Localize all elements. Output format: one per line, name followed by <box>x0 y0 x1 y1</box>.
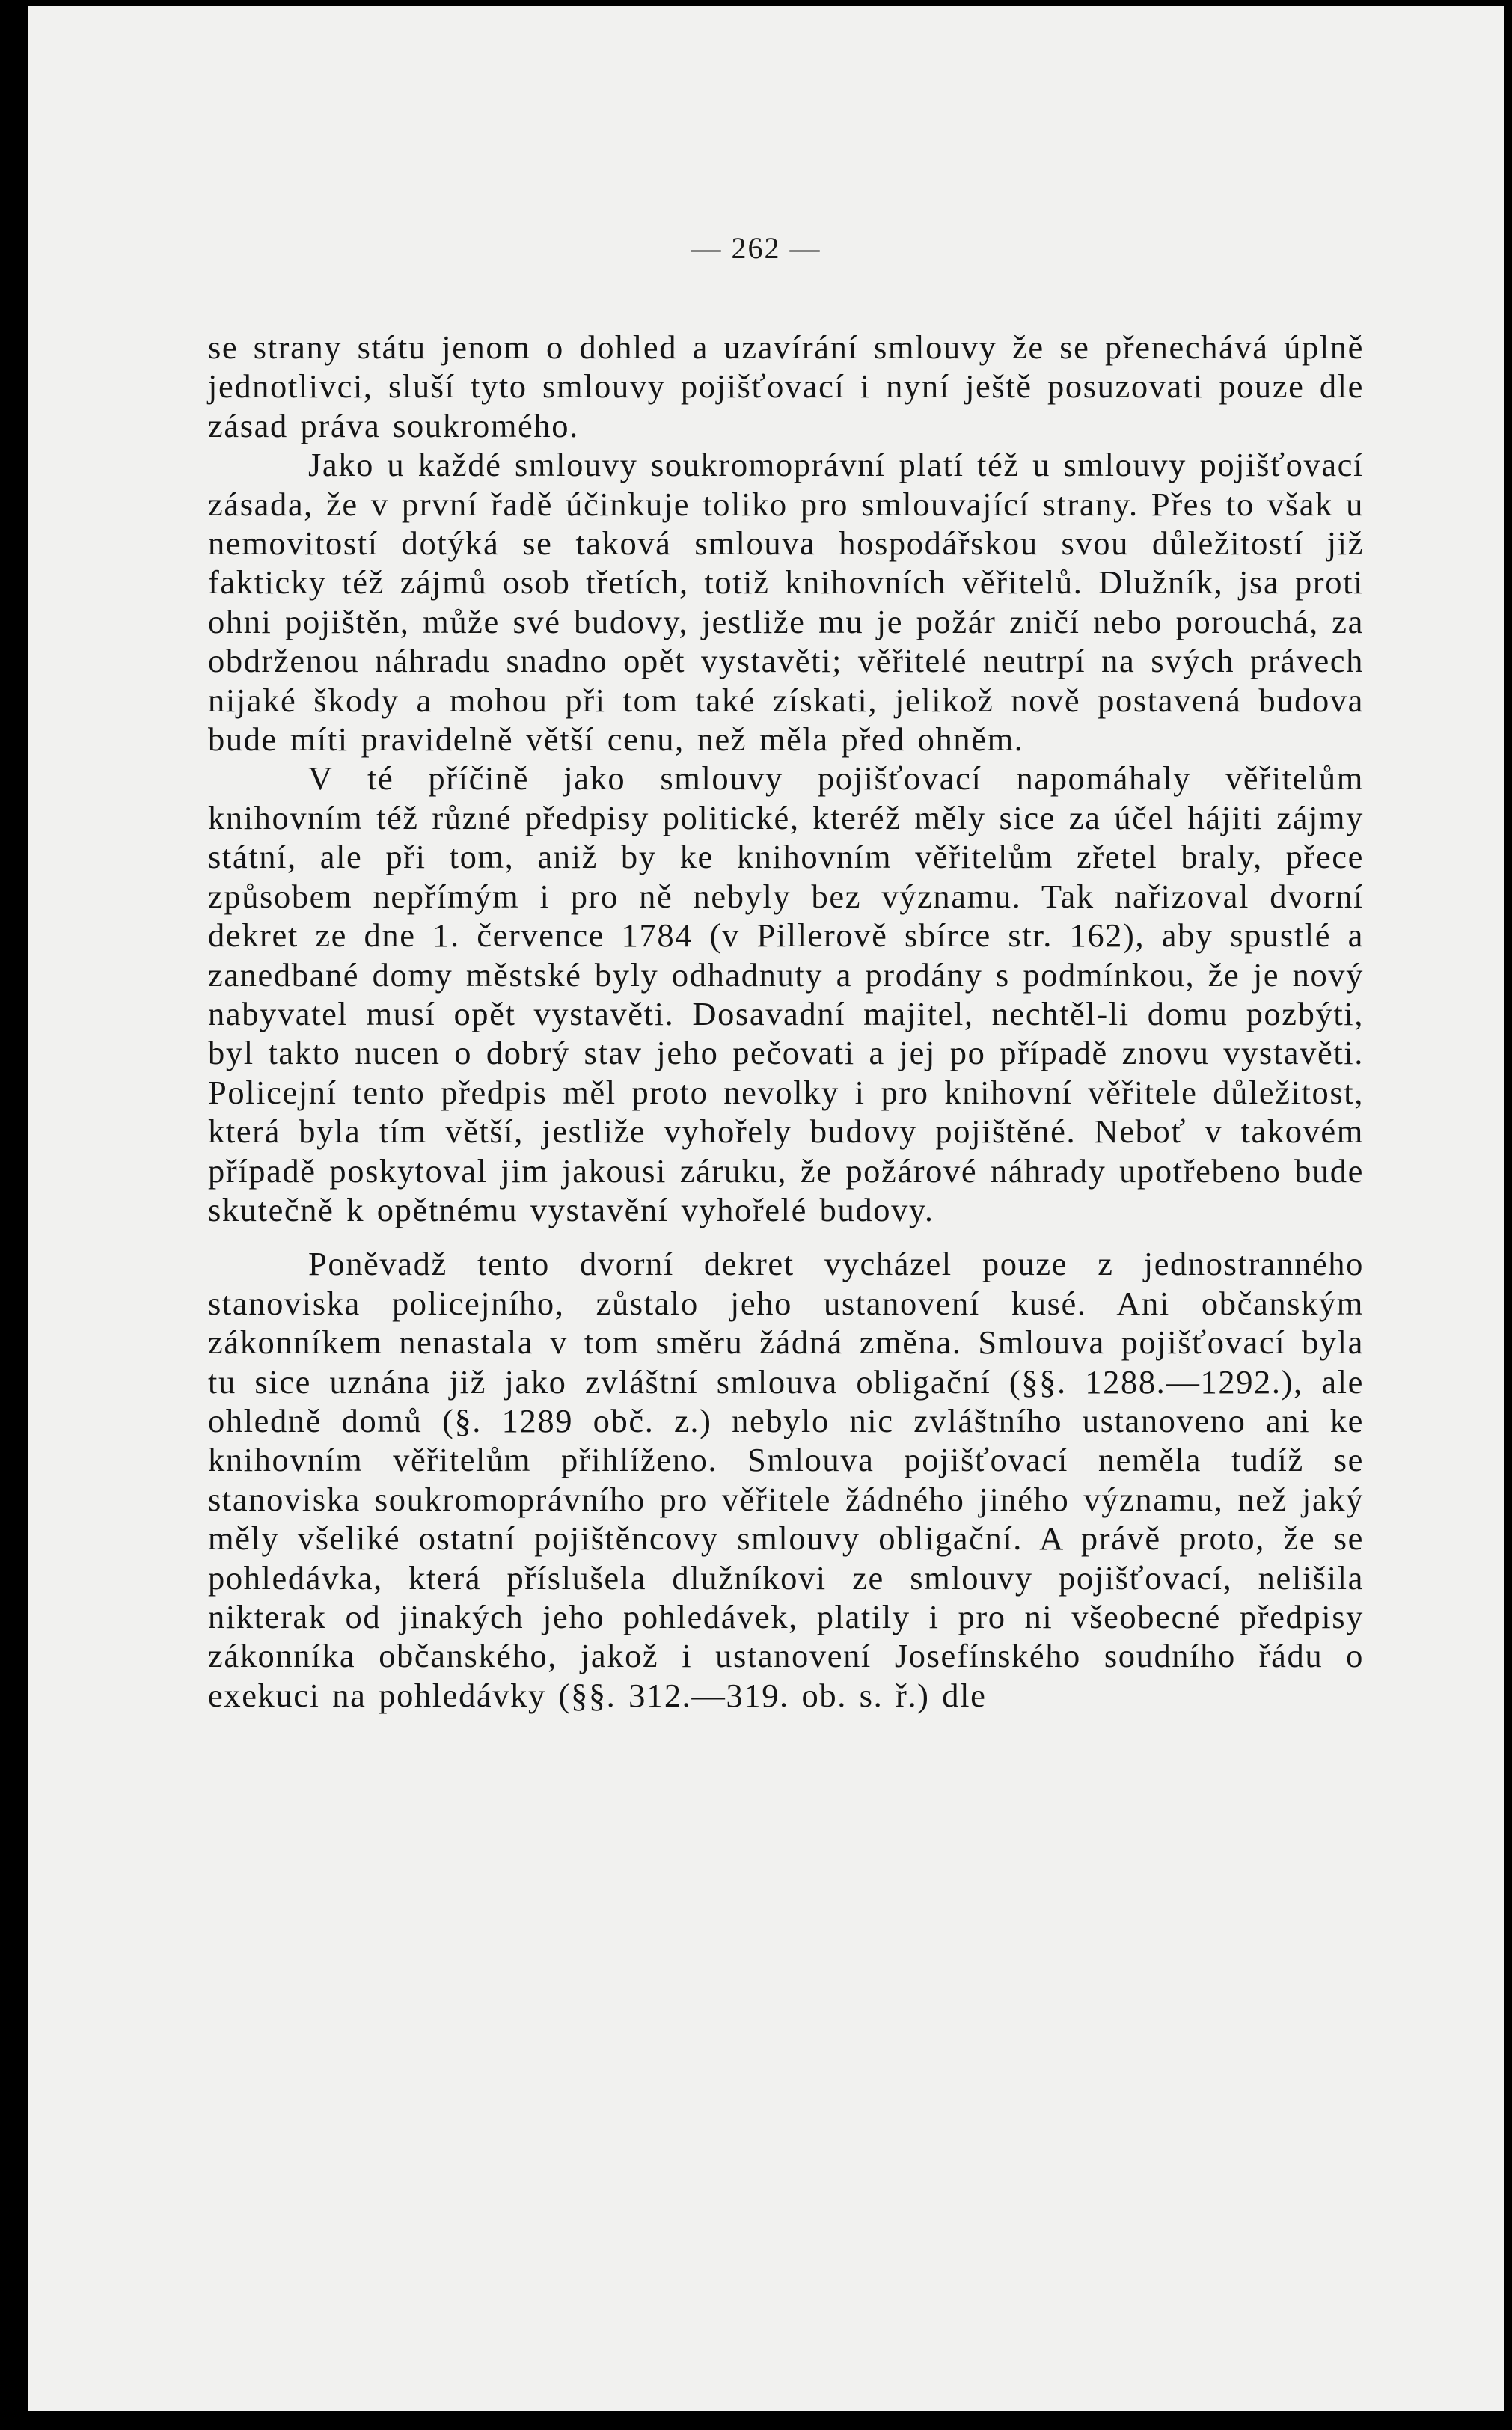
book-page <box>28 6 1504 2411</box>
paragraph-4: Poněvadž tento dvorní dekret vycházel pouze z jednostranného stanoviska policejního, zůstalo jeho ustanovení kusé. Ani občanským zákonníkem nenastala v tom směru žádná změna. Smlouva pojišťovací byla tu sice uznána již jako zvláštní smlouva obligační (§§. 1288.—1292.), ale ohledně domů (§. 1289 obč. z.) nebylo nic zvláštního ustanoveno ani ke knihovním věřitelům přihlíženo. Smlouva pojišťovací neměla tudíž se stanoviska soukromoprávního pro věřitele žádného jiného významu, než jaký měly všeliké ostatní pojištěncovy smlouvy obligační. A právě proto, že se pohledávka, která příslušela dlužníkovi ze smlouvy pojišťovací, nelišila nikterak od jinakých jeho pohledávek, platily i pro ni všeobecné předpisy zákonníka občanského, jakož i ustanovení Josefínského soudního řádu o exekuci na pohledávky (§§. 312.—319. ob. s. ř.) dle <box>208 1245 1364 1714</box>
paragraph-2: Jako u každé smlouvy soukromoprávní platí též u smlouvy pojišťovací zásada, že v první řadě účinkuje toliko pro smlouvající strany. Přes to však u nemovitostí dotýká se taková smlouva hospodářskou svou důležitostí již fakticky též zájmů osob třetích, totiž knihovních věřitelů. Dlužník, jsa proti ohni pojištěn, může své budovy, jestliže mu je požár zničí nebo porouchá, za obdrženou náhradu snadno opět vystavěti; věřitelé neutrpí na svých právech nijaké škody a mohou při tom také získati, jelikož nově postavená budova bude míti pravidelně větší cenu, než měla před ohněm. <box>208 446 1364 759</box>
body-text <box>208 328 1364 1715</box>
paragraph-1: se strany státu jenom o dohled a uzavírání smlouvy že se přenechává úplně jednotlivci, sluší tyto smlouvy pojišťovací i nyní ještě posuzovati pouze dle zásad práva soukromého. <box>208 328 1364 444</box>
page-number: — 262 — <box>691 231 821 265</box>
paragraph-3: V té příčině jako smlouvy pojišťovací napomáhaly věřitelům knihovním též různé předpisy politické, kteréž měly sice za účel hájiti zájmy státní, ale při tom, aniž by ke knihovním věřitelům zřetel braly, přece způsobem nepřímým i pro ně nebyly bez významu. Tak nařizoval dvorní dekret ze dne 1. července 1784 (v Pillerově sbírce str. 162), aby spustlé a zanedbané domy městské byly odhadnuty a prodány s podmínkou, že je nový nabyvatel musí opět vystavěti. Dosavadní majitel, nechtěl-li domu pozbýti, byl takto nucen o dobrý stav jeho pečovati a jej po případě znovu vystavěti. Policejní tento předpis měl proto nevolky i pro knihovní věřitele důležitost, která byla tím větší, jestliže vyhořely budovy pojištěné. Neboť v takovém případě poskytoval jim jakousi záruku, že požárové náhrady upotřebeno bude skutečně k opětnému vystavění vyhořelé budovy. <box>208 759 1364 1228</box>
